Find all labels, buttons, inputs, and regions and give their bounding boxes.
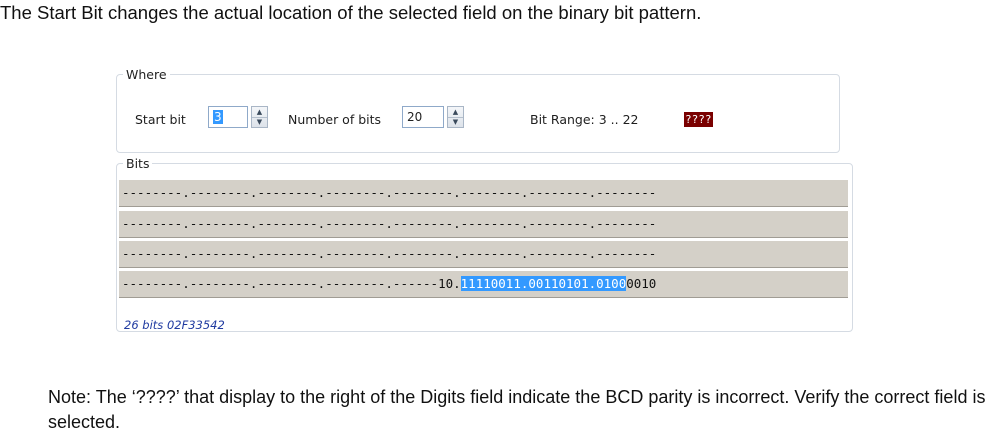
bits-legend: Bits <box>126 156 150 171</box>
bits-after-selection: 0010 <box>626 276 657 291</box>
number-of-bits-input[interactable] <box>402 106 444 128</box>
number-of-bits-value: 20 <box>407 110 423 124</box>
spin-up-icon[interactable]: ▲ <box>252 107 267 118</box>
bits-summary: 26 bits 02F33542 <box>124 318 225 332</box>
start-bit-label: Start bit <box>135 112 186 127</box>
parity-error-badge: ???? <box>685 113 712 126</box>
bit-row[interactable]: --------.--------.--------.--------.--------.--------.--------.-------- <box>119 240 848 268</box>
start-bit-value: 3 <box>214 110 222 124</box>
spin-up-icon[interactable]: ▲ <box>448 107 463 118</box>
selected-bits[interactable]: 11110011.00110101.0100 <box>460 276 627 291</box>
start-bit-spinner[interactable] <box>251 106 268 128</box>
where-legend: Where <box>126 67 167 82</box>
spin-down-icon[interactable]: ▼ <box>452 118 459 126</box>
where-group <box>116 67 840 153</box>
bits-group <box>116 156 853 332</box>
bit-range-label: Bit Range: 3 .. 22 <box>530 112 639 127</box>
note-text: Note: The ‘????’ that display to the right of the Digits field indicate the BCD parity is incorrect. Verify the correct field is selected. <box>48 387 986 432</box>
bits-before-selection: --------.--------.--------.--------.------10. <box>122 276 461 291</box>
number-of-bits-spinner[interactable] <box>447 106 464 128</box>
start-bit-input[interactable] <box>208 106 248 128</box>
spin-down-icon[interactable]: ▼ <box>256 118 263 126</box>
bit-row-selected[interactable] <box>119 270 848 298</box>
number-of-bits-label: Number of bits <box>288 112 382 127</box>
bit-row[interactable]: --------.--------.--------.--------.--------.--------.--------.-------- <box>119 179 848 207</box>
bit-row[interactable]: --------.--------.--------.--------.--------.--------.--------.-------- <box>119 210 848 238</box>
intro-text: The Start Bit changes the actual location of the selected field on the binary bit pattern. <box>0 2 702 23</box>
